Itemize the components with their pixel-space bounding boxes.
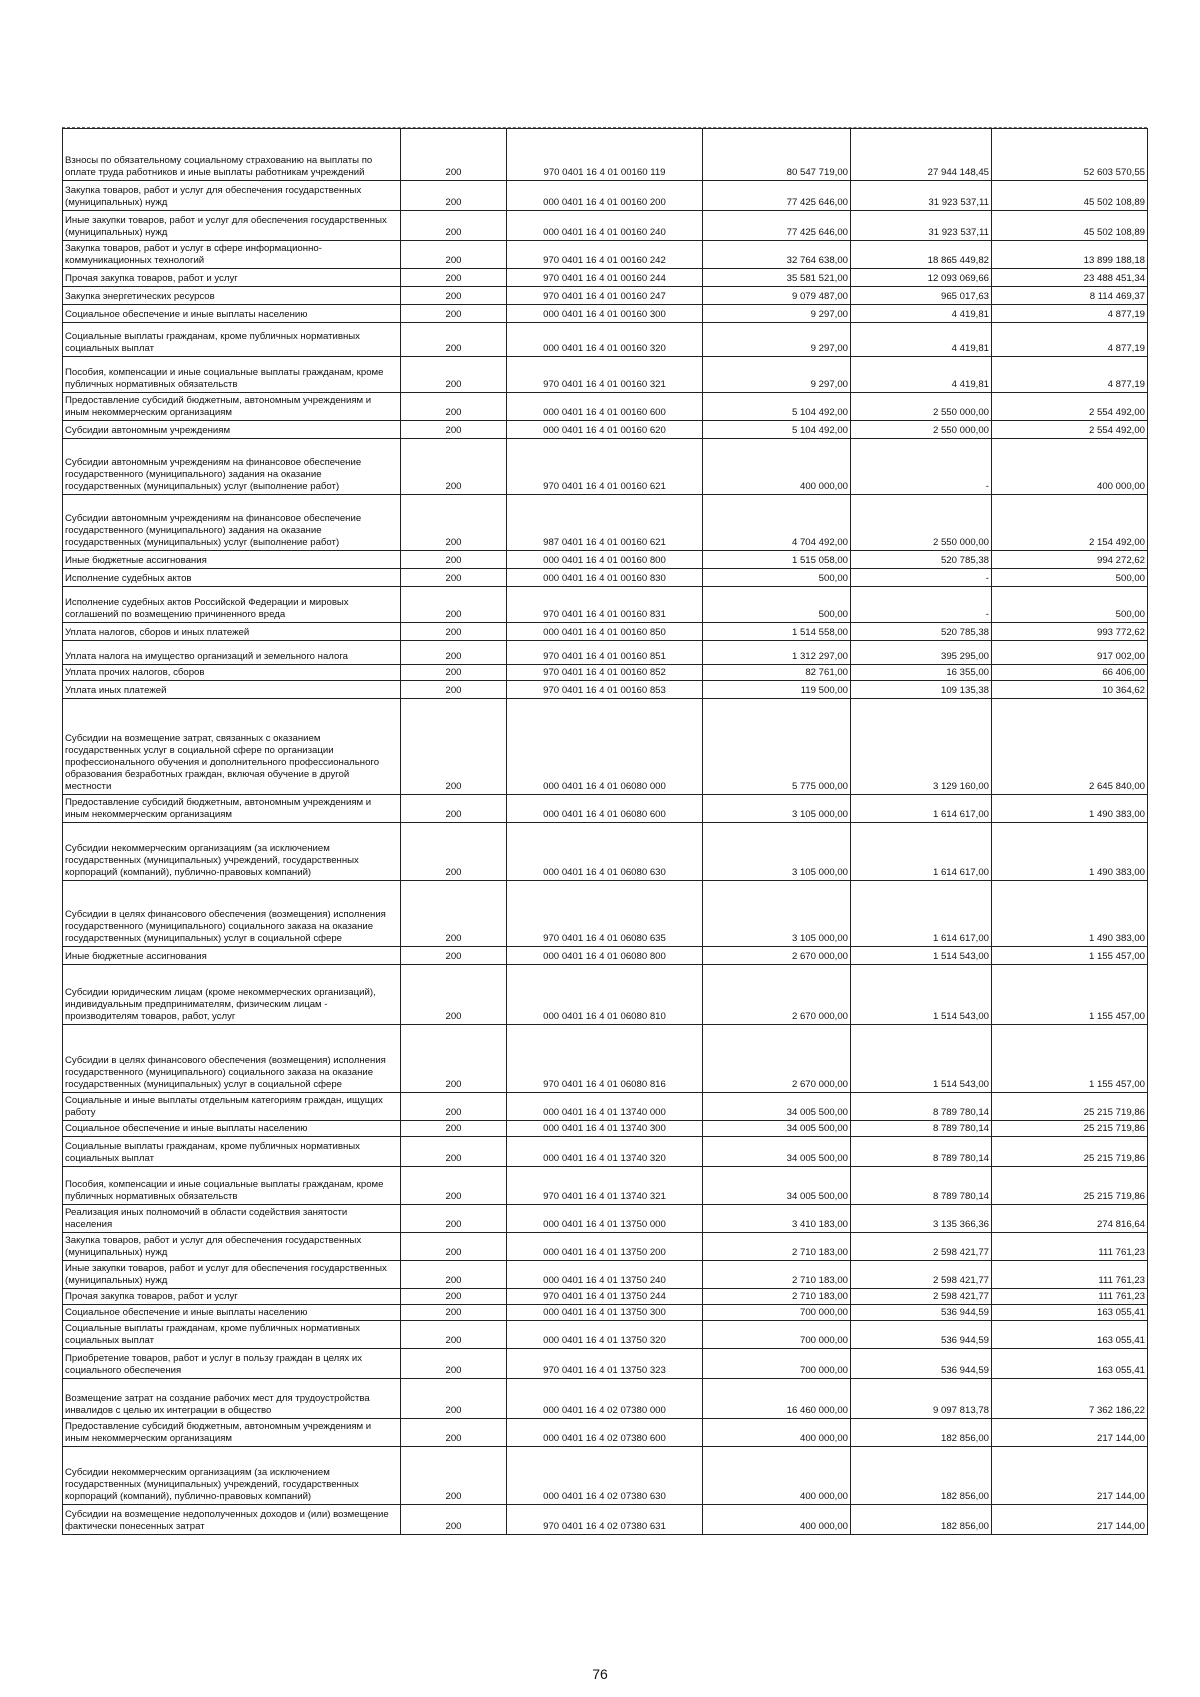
row-name-cell: Прочая закупка товаров, работ и услуг (63, 269, 401, 287)
row-executed-amount-cell: 536 944,59 (851, 1321, 992, 1349)
row-line-code-cell: 200 (401, 269, 507, 287)
row-budget-code-cell: 970 0401 16 4 01 13740 321 (507, 1167, 703, 1205)
row-approved-amount-cell: 500,00 (703, 569, 851, 587)
row-approved-amount-cell: 700 000,00 (703, 1321, 851, 1349)
row-name-cell: Субсидии в целях финансового обеспечения (возмещения) исполнения государственного (муниципального) социального заказа на оказание государственных (муниципальных) услуг в социальной сфере (63, 1025, 401, 1093)
row-budget-code-cell: 000 0401 16 4 02 07380 000 (507, 1379, 703, 1419)
row-name-cell: Социальное обеспечение и иные выплаты населению (63, 1121, 401, 1137)
row-executed-amount-cell: 27 944 148,45 (851, 129, 992, 181)
row-line-code-cell: 200 (401, 323, 507, 357)
row-unexecuted-amount-cell: 217 144,00 (992, 1419, 1148, 1447)
row-executed-amount-cell: 2 598 421,77 (851, 1261, 992, 1289)
row-approved-amount-cell: 32 764 638,00 (703, 241, 851, 269)
row-unexecuted-amount-cell: 7 362 186,22 (992, 1379, 1148, 1419)
row-approved-amount-cell: 9 297,00 (703, 323, 851, 357)
row-unexecuted-amount-cell: 163 055,41 (992, 1349, 1148, 1379)
row-name-cell: Прочая закупка товаров, работ и услуг (63, 1289, 401, 1305)
row-executed-amount-cell: 31 923 537,11 (851, 181, 992, 211)
row-approved-amount-cell: 5 104 492,00 (703, 421, 851, 439)
row-executed-amount-cell: 2 550 000,00 (851, 393, 992, 421)
row-budget-code-cell: 000 0401 16 4 02 07380 630 (507, 1447, 703, 1505)
row-budget-code-cell: 987 0401 16 4 01 00160 621 (507, 495, 703, 551)
row-executed-amount-cell: 182 856,00 (851, 1505, 992, 1535)
row-unexecuted-amount-cell: 1 490 383,00 (992, 823, 1148, 881)
row-name-cell: Социальные выплаты гражданам, кроме публичных нормативных социальных выплат (63, 1321, 401, 1349)
row-approved-amount-cell: 400 000,00 (703, 439, 851, 495)
row-name-cell: Закупка товаров, работ и услуг в сфере информационно-коммуникационных технологий (63, 241, 401, 269)
row-unexecuted-amount-cell: 4 877,19 (992, 323, 1148, 357)
row-budget-code-cell: 970 0401 16 4 01 06080 816 (507, 1025, 703, 1093)
row-line-code-cell: 200 (401, 1205, 507, 1233)
row-unexecuted-amount-cell: 4 877,19 (992, 305, 1148, 323)
row-line-code-cell: 200 (401, 1447, 507, 1505)
row-approved-amount-cell: 82 761,00 (703, 665, 851, 681)
row-unexecuted-amount-cell: 993 772,62 (992, 623, 1148, 641)
table-row (63, 1233, 1148, 1261)
table-row (63, 269, 1148, 287)
row-line-code-cell: 200 (401, 1305, 507, 1321)
row-budget-code-cell: 000 0401 16 4 01 00160 620 (507, 421, 703, 439)
row-unexecuted-amount-cell: 10 364,62 (992, 681, 1148, 699)
table-row (63, 1447, 1148, 1505)
row-budget-code-cell: 000 0401 16 4 01 00160 800 (507, 551, 703, 569)
row-approved-amount-cell: 2 670 000,00 (703, 947, 851, 965)
table-row (63, 795, 1148, 823)
row-name-cell: Субсидии юридическим лицам (кроме некоммерческих организаций), индивидуальным предпринимателям, физическим лицам - производителям товаров, работ, услуг (63, 965, 401, 1025)
row-name-cell: Возмещение затрат на создание рабочих мест для трудоустройства инвалидов с целью их интеграции в общество (63, 1379, 401, 1419)
row-line-code-cell: 200 (401, 881, 507, 947)
row-budget-code-cell: 000 0401 16 4 01 00160 830 (507, 569, 703, 587)
row-budget-code-cell: 000 0401 16 4 01 13740 300 (507, 1121, 703, 1137)
row-unexecuted-amount-cell: 217 144,00 (992, 1505, 1148, 1535)
row-name-cell: Социальное обеспечение и иные выплаты населению (63, 1305, 401, 1321)
row-executed-amount-cell: 520 785,38 (851, 551, 992, 569)
row-line-code-cell: 200 (401, 1321, 507, 1349)
table-row (63, 1321, 1148, 1349)
row-executed-amount-cell: 4 419,81 (851, 357, 992, 393)
row-budget-code-cell: 970 0401 16 4 01 00160 621 (507, 439, 703, 495)
row-line-code-cell: 200 (401, 681, 507, 699)
row-line-code-cell: 200 (401, 305, 507, 323)
row-approved-amount-cell: 700 000,00 (703, 1305, 851, 1321)
table-row (63, 1289, 1148, 1305)
row-name-cell: Уплата налога на имущество организаций и земельного налога (63, 641, 401, 665)
row-budget-code-cell: 000 0401 16 4 01 13740 320 (507, 1137, 703, 1167)
row-budget-code-cell: 970 0401 16 4 01 13750 323 (507, 1349, 703, 1379)
table-row (63, 665, 1148, 681)
row-line-code-cell: 200 (401, 1379, 507, 1419)
row-line-code-cell: 200 (401, 665, 507, 681)
row-line-code-cell: 200 (401, 1167, 507, 1205)
table-row (63, 965, 1148, 1025)
table-row (63, 439, 1148, 495)
row-executed-amount-cell: 965 017,63 (851, 287, 992, 305)
row-budget-code-cell: 000 0401 16 4 01 06080 000 (507, 699, 703, 795)
table-row (63, 1121, 1148, 1137)
row-approved-amount-cell: 400 000,00 (703, 1447, 851, 1505)
row-unexecuted-amount-cell: 8 114 469,37 (992, 287, 1148, 305)
row-name-cell: Субсидии на возмещение недополученных доходов и (или) возмещение фактически понесенных затрат (63, 1505, 401, 1535)
row-budget-code-cell: 000 0401 16 4 01 13750 240 (507, 1261, 703, 1289)
row-executed-amount-cell: 3 135 366,36 (851, 1205, 992, 1233)
row-approved-amount-cell: 1 514 558,00 (703, 623, 851, 641)
table-row (63, 393, 1148, 421)
row-budget-code-cell: 000 0401 16 4 01 13750 320 (507, 1321, 703, 1349)
row-name-cell: Пособия, компенсации и иные социальные выплаты гражданам, кроме публичных нормативных обязательств (63, 1167, 401, 1205)
row-approved-amount-cell: 700 000,00 (703, 1349, 851, 1379)
row-line-code-cell: 200 (401, 947, 507, 965)
row-unexecuted-amount-cell: 13 899 188,18 (992, 241, 1148, 269)
row-line-code-cell: 200 (401, 699, 507, 795)
row-name-cell: Субсидии автономным учреждениям на финансовое обеспечение государственного (муниципального) задания на оказание государственных (муниципальных) услуг (выполнение работ) (63, 439, 401, 495)
row-unexecuted-amount-cell: 1 490 383,00 (992, 881, 1148, 947)
row-approved-amount-cell: 1 515 058,00 (703, 551, 851, 569)
row-approved-amount-cell: 80 547 719,00 (703, 129, 851, 181)
row-budget-code-cell: 000 0401 16 4 01 00160 600 (507, 393, 703, 421)
row-executed-amount-cell: 1 614 617,00 (851, 881, 992, 947)
row-unexecuted-amount-cell: 1 155 457,00 (992, 947, 1148, 965)
row-approved-amount-cell: 3 410 183,00 (703, 1205, 851, 1233)
table-row (63, 699, 1148, 795)
row-line-code-cell: 200 (401, 129, 507, 181)
row-executed-amount-cell: 3 129 160,00 (851, 699, 992, 795)
row-unexecuted-amount-cell: 1 155 457,00 (992, 965, 1148, 1025)
row-name-cell: Предоставление субсидий бюджетным, автономным учреждениям и иным некоммерческим организациям (63, 393, 401, 421)
table-body (63, 129, 1148, 1535)
row-unexecuted-amount-cell: 111 761,23 (992, 1289, 1148, 1305)
row-name-cell: Иные бюджетные ассигнования (63, 551, 401, 569)
row-unexecuted-amount-cell: 25 215 719,86 (992, 1121, 1148, 1137)
row-unexecuted-amount-cell: 2 554 492,00 (992, 393, 1148, 421)
row-name-cell: Исполнение судебных актов (63, 569, 401, 587)
row-line-code-cell: 200 (401, 393, 507, 421)
row-approved-amount-cell: 77 425 646,00 (703, 181, 851, 211)
row-approved-amount-cell: 35 581 521,00 (703, 269, 851, 287)
row-executed-amount-cell: 182 856,00 (851, 1447, 992, 1505)
row-executed-amount-cell: 109 135,38 (851, 681, 992, 699)
row-executed-amount-cell: 536 944,59 (851, 1349, 992, 1379)
row-budget-code-cell: 000 0401 16 4 01 06080 630 (507, 823, 703, 881)
row-budget-code-cell: 970 0401 16 4 01 00160 119 (507, 129, 703, 181)
table-row (63, 623, 1148, 641)
row-unexecuted-amount-cell: 111 761,23 (992, 1261, 1148, 1289)
row-executed-amount-cell: 1 514 543,00 (851, 947, 992, 965)
table-row (63, 129, 1148, 181)
row-approved-amount-cell: 500,00 (703, 587, 851, 623)
row-name-cell: Иные закупки товаров, работ и услуг для обеспечения государственных (муниципальных) нужд (63, 1261, 401, 1289)
row-budget-code-cell: 970 0401 16 4 01 00160 247 (507, 287, 703, 305)
row-unexecuted-amount-cell: 500,00 (992, 569, 1148, 587)
table-row (63, 1305, 1148, 1321)
row-line-code-cell: 200 (401, 587, 507, 623)
table-row (63, 305, 1148, 323)
row-executed-amount-cell: 536 944,59 (851, 1305, 992, 1321)
row-unexecuted-amount-cell: 66 406,00 (992, 665, 1148, 681)
table-row (63, 241, 1148, 269)
row-executed-amount-cell: 2 598 421,77 (851, 1233, 992, 1261)
row-line-code-cell: 200 (401, 1349, 507, 1379)
row-line-code-cell: 200 (401, 623, 507, 641)
row-unexecuted-amount-cell: 274 816,64 (992, 1205, 1148, 1233)
table-row (63, 1137, 1148, 1167)
row-budget-code-cell: 000 0401 16 4 01 06080 810 (507, 965, 703, 1025)
row-line-code-cell: 200 (401, 1289, 507, 1305)
row-budget-code-cell: 000 0401 16 4 01 06080 600 (507, 795, 703, 823)
row-budget-code-cell: 970 0401 16 4 01 00160 242 (507, 241, 703, 269)
row-budget-code-cell: 970 0401 16 4 01 00160 244 (507, 269, 703, 287)
row-approved-amount-cell: 4 704 492,00 (703, 495, 851, 551)
row-line-code-cell: 200 (401, 241, 507, 269)
row-name-cell: Закупка товаров, работ и услуг для обеспечения государственных (муниципальных) нужд (63, 1233, 401, 1261)
row-name-cell: Субсидии на возмещение затрат, связанных с оказанием государственных услуг в социальной сфере по организации профессионального обучения и дополнительного профессионального образования безработных граждан, включая обучение в другой местности (63, 699, 401, 795)
row-line-code-cell: 200 (401, 211, 507, 241)
row-unexecuted-amount-cell: 500,00 (992, 587, 1148, 623)
table-row (63, 1025, 1148, 1093)
row-executed-amount-cell: - (851, 439, 992, 495)
table-row (63, 421, 1148, 439)
row-approved-amount-cell: 2 710 183,00 (703, 1233, 851, 1261)
row-line-code-cell: 200 (401, 1121, 507, 1137)
row-line-code-cell: 200 (401, 1093, 507, 1121)
row-name-cell: Пособия, компенсации и иные социальные выплаты гражданам, кроме публичных нормативных обязательств (63, 357, 401, 393)
row-executed-amount-cell: 395 295,00 (851, 641, 992, 665)
row-approved-amount-cell: 9 297,00 (703, 305, 851, 323)
row-budget-code-cell: 000 0401 16 4 01 06080 800 (507, 947, 703, 965)
row-executed-amount-cell: 8 789 780,14 (851, 1137, 992, 1167)
table-row (63, 881, 1148, 947)
table-row (63, 287, 1148, 305)
row-line-code-cell: 200 (401, 965, 507, 1025)
row-unexecuted-amount-cell: 163 055,41 (992, 1305, 1148, 1321)
row-executed-amount-cell: 1 614 617,00 (851, 823, 992, 881)
table-row (63, 181, 1148, 211)
row-approved-amount-cell: 3 105 000,00 (703, 881, 851, 947)
row-executed-amount-cell: 2 598 421,77 (851, 1289, 992, 1305)
page-number: 76 (592, 1666, 608, 1682)
row-budget-code-cell: 000 0401 16 4 01 13750 200 (507, 1233, 703, 1261)
row-name-cell: Предоставление субсидий бюджетным, автономным учреждениям и иным некоммерческим организациям (63, 1419, 401, 1447)
table-row (63, 211, 1148, 241)
row-name-cell: Иные закупки товаров, работ и услуг для обеспечения государственных (муниципальных) нужд (63, 211, 401, 241)
table-row (63, 947, 1148, 965)
row-name-cell: Уплата налогов, сборов и иных платежей (63, 623, 401, 641)
row-budget-code-cell: 000 0401 16 4 01 00160 300 (507, 305, 703, 323)
row-executed-amount-cell: 31 923 537,11 (851, 211, 992, 241)
row-approved-amount-cell: 1 312 297,00 (703, 641, 851, 665)
budget-execution-table-container (62, 128, 1148, 1535)
table-row (63, 587, 1148, 623)
row-executed-amount-cell: 12 093 069,66 (851, 269, 992, 287)
table-row (63, 823, 1148, 881)
table-row (63, 1379, 1148, 1419)
row-line-code-cell: 200 (401, 421, 507, 439)
row-budget-code-cell: 970 0401 16 4 01 00160 853 (507, 681, 703, 699)
row-approved-amount-cell: 2 670 000,00 (703, 965, 851, 1025)
row-budget-code-cell: 970 0401 16 4 01 06080 635 (507, 881, 703, 947)
row-approved-amount-cell: 5 104 492,00 (703, 393, 851, 421)
row-approved-amount-cell: 34 005 500,00 (703, 1167, 851, 1205)
row-approved-amount-cell: 400 000,00 (703, 1419, 851, 1447)
row-executed-amount-cell: 2 550 000,00 (851, 421, 992, 439)
row-unexecuted-amount-cell: 111 761,23 (992, 1233, 1148, 1261)
table-row (63, 1093, 1148, 1121)
row-budget-code-cell: 000 0401 16 4 01 00160 200 (507, 181, 703, 211)
row-line-code-cell: 200 (401, 1505, 507, 1535)
row-executed-amount-cell: 8 789 780,14 (851, 1093, 992, 1121)
row-name-cell: Закупка товаров, работ и услуг для обеспечения государственных (муниципальных) нужд (63, 181, 401, 211)
row-name-cell: Субсидии автономным учреждениям на финансовое обеспечение государственного (муниципального) задания на оказание государственных (муниципальных) услуг (выполнение работ) (63, 495, 401, 551)
row-executed-amount-cell: 8 789 780,14 (851, 1121, 992, 1137)
row-budget-code-cell: 000 0401 16 4 01 13750 000 (507, 1205, 703, 1233)
table-row (63, 1205, 1148, 1233)
row-name-cell: Социальные и иные выплаты отдельным категориям граждан, ищущих работу (63, 1093, 401, 1121)
row-unexecuted-amount-cell: 25 215 719,86 (992, 1093, 1148, 1121)
row-unexecuted-amount-cell: 1 155 457,00 (992, 1025, 1148, 1093)
row-approved-amount-cell: 2 710 183,00 (703, 1289, 851, 1305)
row-name-cell: Субсидии некоммерческим организациям (за исключением государственных (муниципальных) учреждений, государственных корпораций (компаний), публично-правовых компаний) (63, 823, 401, 881)
row-line-code-cell: 200 (401, 1025, 507, 1093)
row-unexecuted-amount-cell: 917 002,00 (992, 641, 1148, 665)
budget-execution-table (62, 128, 1148, 1535)
row-executed-amount-cell: 520 785,38 (851, 623, 992, 641)
row-unexecuted-amount-cell: 45 502 108,89 (992, 211, 1148, 241)
row-name-cell: Уплата прочих налогов, сборов (63, 665, 401, 681)
table-row (63, 1505, 1148, 1535)
row-name-cell: Реализация иных полномочий в области содействия занятости населения (63, 1205, 401, 1233)
row-approved-amount-cell: 34 005 500,00 (703, 1093, 851, 1121)
row-name-cell: Исполнение судебных актов Российской Федерации и мировых соглашений по возмещению причиненного вреда (63, 587, 401, 623)
row-executed-amount-cell: - (851, 587, 992, 623)
row-executed-amount-cell: 182 856,00 (851, 1419, 992, 1447)
row-executed-amount-cell: - (851, 569, 992, 587)
table-row (63, 551, 1148, 569)
row-executed-amount-cell: 1 614 617,00 (851, 795, 992, 823)
row-line-code-cell: 200 (401, 439, 507, 495)
row-name-cell: Субсидии в целях финансового обеспечения (возмещения) исполнения государственного (муниципального) социального заказа на оказание государственных (муниципальных) услуг в социальной сфере (63, 881, 401, 947)
row-executed-amount-cell: 16 355,00 (851, 665, 992, 681)
row-approved-amount-cell: 34 005 500,00 (703, 1137, 851, 1167)
row-unexecuted-amount-cell: 400 000,00 (992, 439, 1148, 495)
row-approved-amount-cell: 16 460 000,00 (703, 1379, 851, 1419)
row-line-code-cell: 200 (401, 1419, 507, 1447)
row-budget-code-cell: 000 0401 16 4 01 13750 300 (507, 1305, 703, 1321)
row-line-code-cell: 200 (401, 1137, 507, 1167)
row-line-code-cell: 200 (401, 181, 507, 211)
row-approved-amount-cell: 2 710 183,00 (703, 1261, 851, 1289)
row-approved-amount-cell: 3 105 000,00 (703, 795, 851, 823)
row-unexecuted-amount-cell: 217 144,00 (992, 1447, 1148, 1505)
row-name-cell: Иные бюджетные ассигнования (63, 947, 401, 965)
table-row (63, 641, 1148, 665)
table-row (63, 323, 1148, 357)
table-row (63, 1167, 1148, 1205)
row-approved-amount-cell: 3 105 000,00 (703, 823, 851, 881)
row-approved-amount-cell: 9 079 487,00 (703, 287, 851, 305)
row-unexecuted-amount-cell: 45 502 108,89 (992, 181, 1148, 211)
row-budget-code-cell: 000 0401 16 4 01 00160 850 (507, 623, 703, 641)
row-executed-amount-cell: 18 865 449,82 (851, 241, 992, 269)
row-name-cell: Социальные выплаты гражданам, кроме публичных нормативных социальных выплат (63, 1137, 401, 1167)
row-unexecuted-amount-cell: 25 215 719,86 (992, 1167, 1148, 1205)
row-approved-amount-cell: 2 670 000,00 (703, 1025, 851, 1093)
row-unexecuted-amount-cell: 163 055,41 (992, 1321, 1148, 1349)
table-row (63, 357, 1148, 393)
row-line-code-cell: 200 (401, 795, 507, 823)
row-name-cell: Закупка энергетических ресурсов (63, 287, 401, 305)
row-approved-amount-cell: 119 500,00 (703, 681, 851, 699)
row-name-cell: Предоставление субсидий бюджетным, автономным учреждениям и иным некоммерческим организациям (63, 795, 401, 823)
row-budget-code-cell: 970 0401 16 4 01 00160 831 (507, 587, 703, 623)
row-executed-amount-cell: 2 550 000,00 (851, 495, 992, 551)
row-name-cell: Субсидии автономным учреждениям (63, 421, 401, 439)
row-executed-amount-cell: 8 789 780,14 (851, 1167, 992, 1205)
row-unexecuted-amount-cell: 1 490 383,00 (992, 795, 1148, 823)
row-executed-amount-cell: 4 419,81 (851, 305, 992, 323)
row-budget-code-cell: 000 0401 16 4 01 00160 320 (507, 323, 703, 357)
table-row (63, 1261, 1148, 1289)
row-approved-amount-cell: 34 005 500,00 (703, 1121, 851, 1137)
row-executed-amount-cell: 4 419,81 (851, 323, 992, 357)
row-unexecuted-amount-cell: 25 215 719,86 (992, 1137, 1148, 1167)
row-name-cell: Уплата иных платежей (63, 681, 401, 699)
row-unexecuted-amount-cell: 52 603 570,55 (992, 129, 1148, 181)
row-unexecuted-amount-cell: 2 554 492,00 (992, 421, 1148, 439)
row-line-code-cell: 200 (401, 287, 507, 305)
row-line-code-cell: 200 (401, 357, 507, 393)
row-name-cell: Социальные выплаты гражданам, кроме публичных нормативных социальных выплат (63, 323, 401, 357)
row-name-cell: Субсидии некоммерческим организациям (за исключением государственных (муниципальных) учреждений, государственных корпораций (компаний), публично-правовых компаний) (63, 1447, 401, 1505)
table-row (63, 495, 1148, 551)
row-budget-code-cell: 970 0401 16 4 01 00160 852 (507, 665, 703, 681)
row-unexecuted-amount-cell: 2 645 840,00 (992, 699, 1148, 795)
row-line-code-cell: 200 (401, 569, 507, 587)
row-budget-code-cell: 000 0401 16 4 02 07380 600 (507, 1419, 703, 1447)
row-executed-amount-cell: 1 514 543,00 (851, 1025, 992, 1093)
row-approved-amount-cell: 400 000,00 (703, 1505, 851, 1535)
table-row (63, 681, 1148, 699)
row-budget-code-cell: 970 0401 16 4 01 13750 244 (507, 1289, 703, 1305)
row-executed-amount-cell: 1 514 543,00 (851, 965, 992, 1025)
row-line-code-cell: 200 (401, 551, 507, 569)
row-executed-amount-cell: 9 097 813,78 (851, 1379, 992, 1419)
row-approved-amount-cell: 5 775 000,00 (703, 699, 851, 795)
row-budget-code-cell: 970 0401 16 4 01 00160 321 (507, 357, 703, 393)
table-row (63, 569, 1148, 587)
row-line-code-cell: 200 (401, 495, 507, 551)
row-name-cell: Приобретение товаров, работ и услуг в пользу граждан в целях их социального обеспечения (63, 1349, 401, 1379)
row-unexecuted-amount-cell: 994 272,62 (992, 551, 1148, 569)
row-unexecuted-amount-cell: 2 154 492,00 (992, 495, 1148, 551)
row-line-code-cell: 200 (401, 1233, 507, 1261)
row-approved-amount-cell: 9 297,00 (703, 357, 851, 393)
table-row (63, 1419, 1148, 1447)
row-budget-code-cell: 000 0401 16 4 01 13740 000 (507, 1093, 703, 1121)
row-line-code-cell: 200 (401, 641, 507, 665)
row-line-code-cell: 200 (401, 823, 507, 881)
row-unexecuted-amount-cell: 23 488 451,34 (992, 269, 1148, 287)
row-budget-code-cell: 970 0401 16 4 02 07380 631 (507, 1505, 703, 1535)
table-row (63, 1349, 1148, 1379)
row-budget-code-cell: 000 0401 16 4 01 00160 240 (507, 211, 703, 241)
row-line-code-cell: 200 (401, 1261, 507, 1289)
row-approved-amount-cell: 77 425 646,00 (703, 211, 851, 241)
row-name-cell: Взносы по обязательному социальному страхованию на выплаты по оплате труда работников и иные выплаты работникам учреждений (63, 129, 401, 181)
row-budget-code-cell: 970 0401 16 4 01 00160 851 (507, 641, 703, 665)
row-unexecuted-amount-cell: 4 877,19 (992, 357, 1148, 393)
row-name-cell: Социальное обеспечение и иные выплаты населению (63, 305, 401, 323)
